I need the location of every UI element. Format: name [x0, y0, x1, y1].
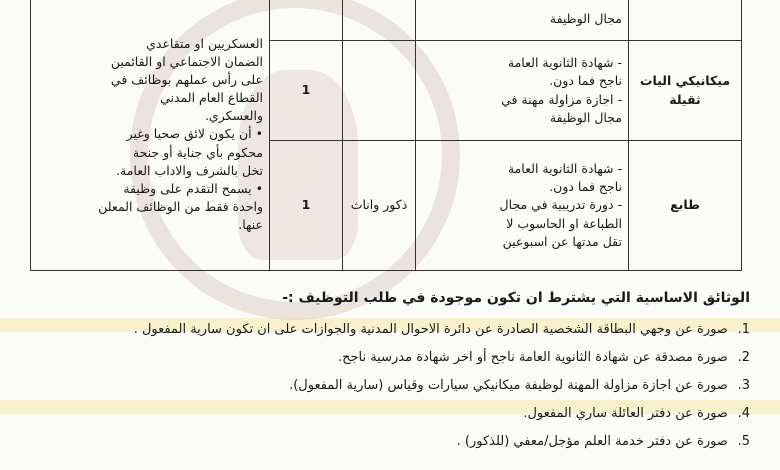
qualification-line: مجال الوظيفة	[549, 11, 622, 27]
job-requirements-table	[30, 0, 742, 271]
list-item	[134, 374, 750, 398]
count-cell	[270, 0, 343, 41]
item-text: صورة مصدقة عن شهادة الثانوية العامة ناجح أو اخر شهادة مدرسية ناجح.	[337, 350, 728, 365]
gender-cell	[343, 0, 416, 41]
condition-line: • أن يكون لائق صحيا وغير	[126, 126, 263, 142]
list-item	[134, 430, 750, 454]
list-item	[134, 318, 750, 342]
gender-cell: ذكور واناث	[343, 141, 416, 271]
item-number: 1.	[737, 322, 750, 337]
list-item	[134, 346, 750, 370]
item-number: 4.	[737, 406, 750, 421]
item-text: صورة عن دفتر خدمة العلم مؤجل/معفي (للذكور) .	[456, 434, 728, 449]
condition-line: واحدة فقط من الوظائف المعلن	[98, 198, 263, 214]
qualifications-cell	[416, 41, 629, 141]
condition-line: والعسكري.	[204, 108, 263, 124]
qualifications-cell	[416, 0, 629, 41]
condition-line: الضمان الاجتماعي او القائمين	[110, 53, 263, 69]
count-cell: 1	[270, 141, 343, 271]
condition-line: العسكريين او متقاعدي	[146, 35, 263, 51]
qualification-line: مجال الوظيفة	[549, 109, 622, 125]
item-text: صورة عن دفتر العائلة ساري المفعول.	[523, 406, 728, 421]
job-title-cell	[629, 0, 742, 41]
job-title-cell: طابع	[629, 141, 742, 271]
condition-line: تخل بالشرف والاداب العامة.	[116, 162, 263, 178]
qualification-line: - دورة تدريبية في مجال	[499, 197, 622, 213]
conditions-cell	[31, 0, 270, 271]
condition-line: • يسمح التقدم على وظيفة	[123, 180, 263, 196]
condition-line: عنها.	[238, 217, 263, 233]
condition-line: محكوم بأي جناية أو جنحة	[132, 144, 263, 160]
qualification-line: تقل مدتها عن اسبوعين	[502, 233, 622, 249]
gender-cell	[343, 41, 416, 141]
qualification-line: ناجح فما دون.	[549, 73, 622, 89]
item-text: صورة عن اجازة مزاولة المهنة لوظيفة ميكانيكي سيارات وقياس (سارية المفعول).	[289, 378, 728, 393]
qualification-line: ناجح فما دون.	[549, 179, 622, 195]
documents-list	[134, 318, 750, 458]
count-cell: 1	[270, 41, 343, 141]
qualifications-cell	[416, 141, 629, 271]
item-number: 3.	[737, 378, 750, 393]
qualification-line: - اجازة مزاولة مهنة في	[501, 91, 622, 107]
table-row	[31, 0, 742, 41]
qualification-line: الطباعة او الحاسوب لا	[506, 215, 622, 231]
qualification-line: - شهادة الثانوية العامة	[507, 161, 622, 177]
documents-heading: الوثائق الاساسية التي يشترط ان تكون موجودة في طلب التوظيف :-	[282, 290, 750, 306]
condition-line: على رأس عملهم بوظائف في	[110, 72, 263, 88]
item-text: صورة عن وجهي البطاقة الشخصية الصادرة عن دائرة الاحوال المدنية والجوازات على ان تكون سارية المفعول .	[133, 322, 728, 337]
list-item	[134, 402, 750, 426]
condition-line: القطاع العام المدني	[160, 90, 263, 106]
item-number: 5.	[737, 434, 750, 449]
item-number: 2.	[737, 350, 750, 365]
job-title-cell: ميكانيكي اليات ثقيلة	[629, 41, 742, 141]
qualification-line: - شهادة الثانوية العامة	[507, 55, 622, 71]
